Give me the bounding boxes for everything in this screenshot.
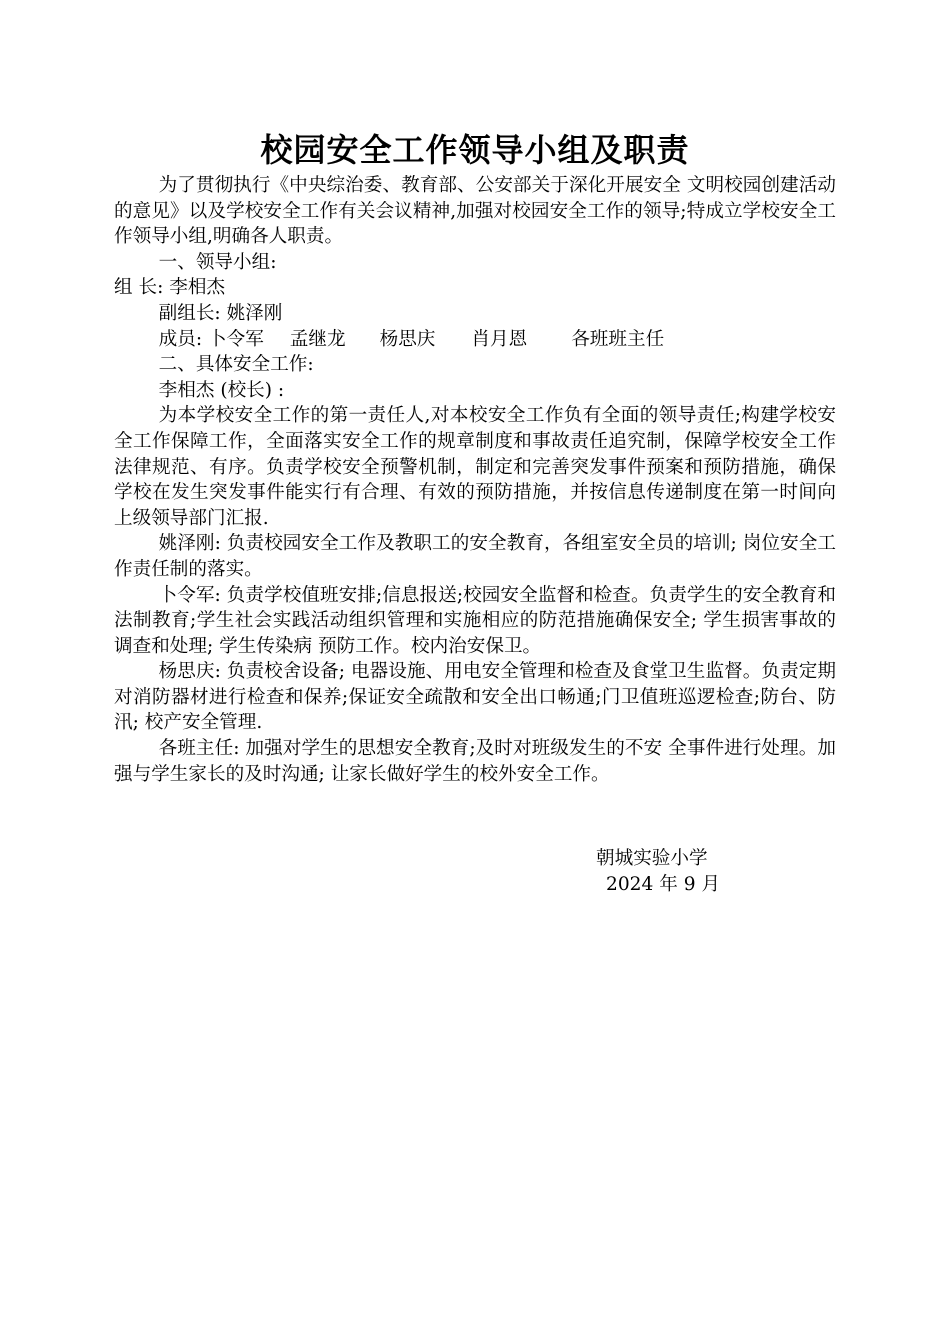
school-name: 朝城实验小学 [596, 848, 708, 869]
member-name: 卜令军 [208, 328, 264, 350]
section2-heading: 二、具体安全工作: [158, 354, 314, 376]
member-name: 孟继龙 [289, 328, 346, 350]
member-name: 肖月恩 [471, 328, 528, 350]
document-title: 校园安全工作领导小组及职责 [260, 131, 690, 169]
duty-paragraph: 为本学校安全工作的第一责任人,对本校安全工作负有全面的领导责任;构建学校安全工作保障工作，全面落实安全工作的规章制度和事故责任追究制，保障学校安全工作法律规范、有序。负责学校安全预警机制，制定和完善突发事件预案和预防措施，确保 学校在发生突发事件能实行有合理、有效的预防措施，并按信息传递制度在第一时间向上级领导部门汇报. [114, 405, 836, 529]
duty-paragraph: 各班主任: 加强对学生的思想安全教育;及时对班级发生的不安 全事件进行处理。加强与学生家长的及时沟通; 让家长做好学生的校外安全工作。 [114, 738, 836, 785]
member-name: 各班班主任 [571, 328, 665, 350]
members-label: 成员: [158, 328, 203, 350]
member-name: 杨思庆 [379, 328, 436, 350]
members-line [114, 327, 836, 353]
principal-heading: 李相杰 (校长) : [158, 379, 285, 401]
deputy-line: 副组长: 姚泽刚 [158, 302, 283, 324]
leader-line: 组 长: 李相杰 [114, 277, 226, 299]
signature-block [596, 846, 720, 898]
duty-paragraph: 姚泽刚: 负责校园安全工作及教职工的安全教育，各组室安全员的培训; 岗位安全工作责任制的落实。 [114, 533, 836, 580]
duty-paragraph: 卜令军: 负责学校值班安排;信息报送;校园安全监督和检查。负责学生的安全教育和法制教育;学生社会实践活动组织管理和实施相应的防范措施确保安全; 学生损害事故的调查和处理; 学生传染病 预防工作。校内治安保卫。 [114, 584, 836, 657]
section1-heading: 一、领导小组: [158, 251, 277, 273]
document-date: 2024 年 9 月 [606, 874, 721, 895]
intro-paragraph: 为了贯彻执行《中央综治委、教育部、公安部关于深化开展安全 文明校园创建活动的意见》以及学校安全工作有关会议精神,加强对校园安全工作的领导;特成立学校安全工作领导小组,明确各人职责。 [114, 175, 836, 248]
document-body [114, 173, 836, 787]
duty-paragraph: 杨思庆: 负责校舍设备; 电器设施、用电安全管理和检查及食堂卫生监督。负责定期对消防器材进行检查和保养;保证安全疏散和安全出口畅通;门卫值班巡逻检查;防台、防汛; 校产安全管理. [114, 661, 836, 734]
